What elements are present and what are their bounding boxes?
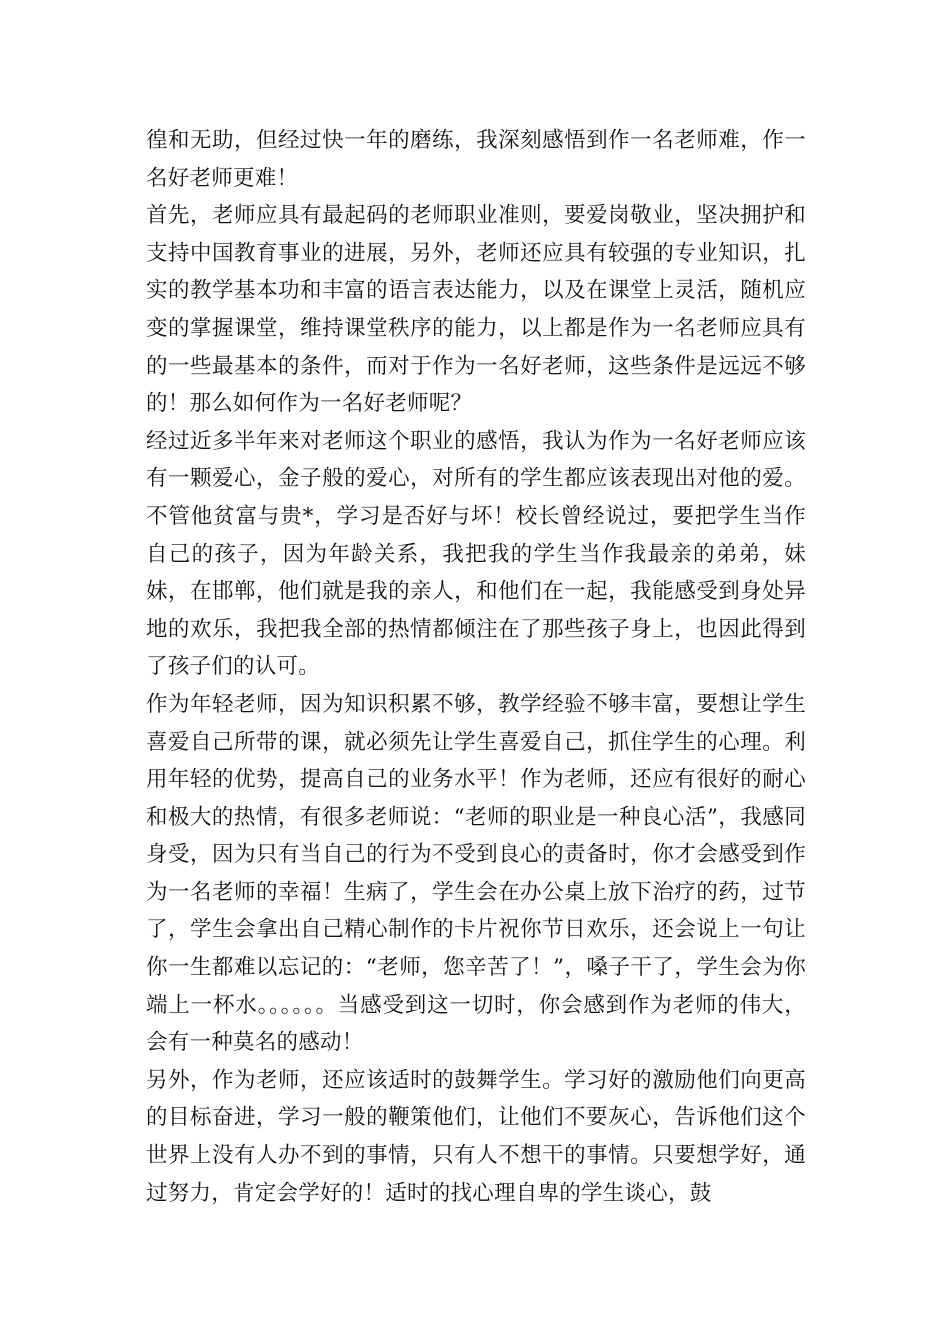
paragraph-3: 经过近多半年来对老师这个职业的感悟，我认为作为一名好老师应该有一颗爱心，金子般的爱心，对所有的学生都应该表现出对他的爱。不管他贫富与贵*，学习是否好与坏！校长曾经说过，要把学生当作自己的孩子，因为年龄关系，我把我的学生当作我最亲的弟弟，妹妹，在邯郸，他们就是我的亲人，和他们在一起，我能感受到身处异地的欢乐，我把我全部的热情都倾注在了那些孩子身上，也因此得到了孩子们的认可。 xyxy=(146,428,806,680)
document-page xyxy=(146,122,806,1212)
paragraph-2: 首先，老师应具有最起码的老师职业准则，要爱岗敬业，坚决拥护和支持中国教育事业的进展，另外，老师还应具有较强的专业知识，扎实的教学基本功和丰富的语言表达能力，以及在课堂上灵活，随机应变的掌握课堂，维持课堂秩序的能力，以上都是作为一名老师应具有的一些最基本的条件，而对于作为一名好老师，这些条件是远远不够的！那么如何作为一名好老师呢？ xyxy=(146,203,806,417)
paragraph-1: 徨和无助，但经过快一年的磨练，我深刻感悟到作一名老师难，作一名好老师更难！ xyxy=(146,128,806,191)
paragraph-4: 作为年轻老师，因为知识积累不够，教学经验不够丰富，要想让学生喜爱自己所带的课，就必须先让学生喜爱自己，抓住学生的心理。利用年轻的优势，提高自己的业务水平！作为老师，还应有很好的耐心和极大的热情，有很多老师说：“老师的职业是一种良心活”，我感同身受，因为只有当自己的行为不受到良心的责备时，你才会感受到作为一名老师的幸福！生病了，学生会在办公桌上放下治疗的药，过节了，学生会拿出自己精心制作的卡片祝你节日欢乐，还会说上一句让你一生都难以忘记的：“老师，您辛苦了！”，嗓子干了，学生会为你端上一杯水。。。。。。当感受到这一切时，你会感到作为老师的伟大，会有一种莫名的感动！ xyxy=(146,691,806,1056)
paragraph-5: 另外，作为老师，还应该适时的鼓舞学生。学习好的激励他们向更高的目标奋进，学习一般的鞭策他们，让他们不要灰心，告诉他们这个世界上没有人办不到的事情，只有人不想干的事情。只要想学好，通过努力，肯定会学好的！适时的找心理自卑的学生谈心，鼓 xyxy=(146,1067,806,1206)
